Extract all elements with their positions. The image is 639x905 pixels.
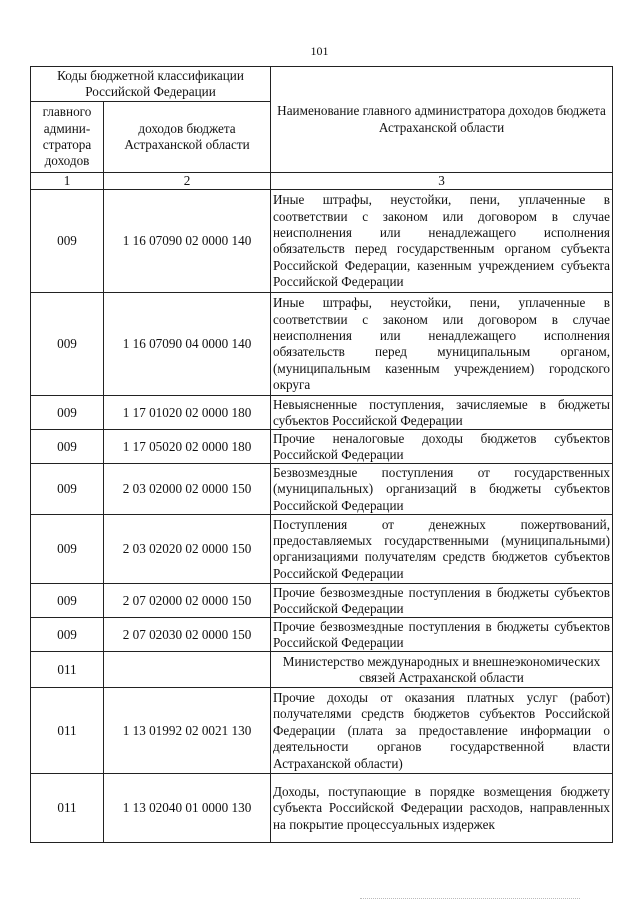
table-row [31,774,613,843]
header-admin-column: главного админи-стратора доходов [31,102,104,173]
revenue-code: 1 16 07090 04 0000 140 [104,293,271,396]
table-row [31,515,613,584]
admin-code: 011 [31,688,104,774]
scan-artifact [360,898,580,900]
revenue-code: 1 16 07090 02 0000 140 [104,190,271,293]
revenue-name: Иные штрафы, неустойки, пени, уплаченные в соответствии с законом или договором в случае неисполнения или ненадлежащего исполнения обязательств перед государственным органом субъекта Российской Федерации, казенным учреждением субъекта Российской Федерации [271,190,613,293]
revenue-name: Невыясненные поступления, зачисляемые в бюджеты субъектов Российской Федерации [271,396,613,430]
column-number-1: 1 [31,173,104,190]
admin-code: 009 [31,430,104,464]
table-row [31,293,613,396]
revenue-code: 2 03 02020 02 0000 150 [104,515,271,584]
header-name-column: Наименование главного администратора доходов бюджета Астраханской области [271,67,613,173]
revenue-code: 2 03 02000 02 0000 150 [104,464,271,515]
admin-code: 009 [31,515,104,584]
budget-classification-table [30,66,613,843]
page-number: 101 [310,44,329,58]
revenue-name: Прочие безвозмездные поступления в бюджеты субъектов Российской Федерации [271,584,613,618]
admin-code: 009 [31,618,104,652]
revenue-name: Прочие безвозмездные поступления в бюджеты субъектов Российской Федерации [271,618,613,652]
revenue-code: 1 13 01992 02 0021 130 [104,688,271,774]
admin-code: 011 [31,652,104,688]
revenue-code: 1 17 01020 02 0000 180 [104,396,271,430]
table-row [31,430,613,464]
table-row [31,652,613,688]
header-code-column: доходов бюджета Астраханской области [104,102,271,173]
table-row [31,618,613,652]
admin-code: 009 [31,190,104,293]
revenue-name: Доходы, поступающие в порядке возмещения бюджету субъекта Российской Федерации расходов, направленных на покрытие процессуальных издержек [271,774,613,843]
revenue-name: Прочие доходы от оказания платных услуг (работ) получателями средств бюджетов субъектов Российской Федерации (плата за предоставление информации о деятельности органов государственной власти Астраханской области) [271,688,613,774]
revenue-code [104,652,271,688]
revenue-code: 2 07 02000 02 0000 150 [104,584,271,618]
table-row [31,396,613,430]
table-row [31,584,613,618]
administrator-title: Министерство международных и внешнеэкономических связей Астраханской области [271,652,613,688]
admin-code: 009 [31,293,104,396]
admin-code: 009 [31,396,104,430]
revenue-code: 1 17 05020 02 0000 180 [104,430,271,464]
revenue-code: 1 13 02040 01 0000 130 [104,774,271,843]
revenue-name: Поступления от денежных пожертвований, предоставляемых государственными (муниципальными) организациями получателям средств бюджетов субъектов Российской Федерации [271,515,613,584]
table-row [31,190,613,293]
revenue-name: Безвозмездные поступления от государственных (муниципальных) организаций в бюджеты субъектов Российской Федерации [271,464,613,515]
admin-code: 009 [31,584,104,618]
revenue-name: Прочие неналоговые доходы бюджетов субъектов Российской Федерации [271,430,613,464]
table-row [31,464,613,515]
table-row [31,688,613,774]
admin-code: 009 [31,464,104,515]
admin-code: 011 [31,774,104,843]
revenue-name: Иные штрафы, неустойки, пени, уплаченные в соответствии с законом или договором в случае неисполнения или ненадлежащего исполнения обязательств перед муниципальным органом, (муниципальным казенным учреждением) городского округа [271,293,613,396]
column-number-3: 3 [271,173,613,190]
header-codes-title: Коды бюджетной классификации Российской Федерации [31,67,271,102]
revenue-code: 2 07 02030 02 0000 150 [104,618,271,652]
column-number-2: 2 [104,173,271,190]
